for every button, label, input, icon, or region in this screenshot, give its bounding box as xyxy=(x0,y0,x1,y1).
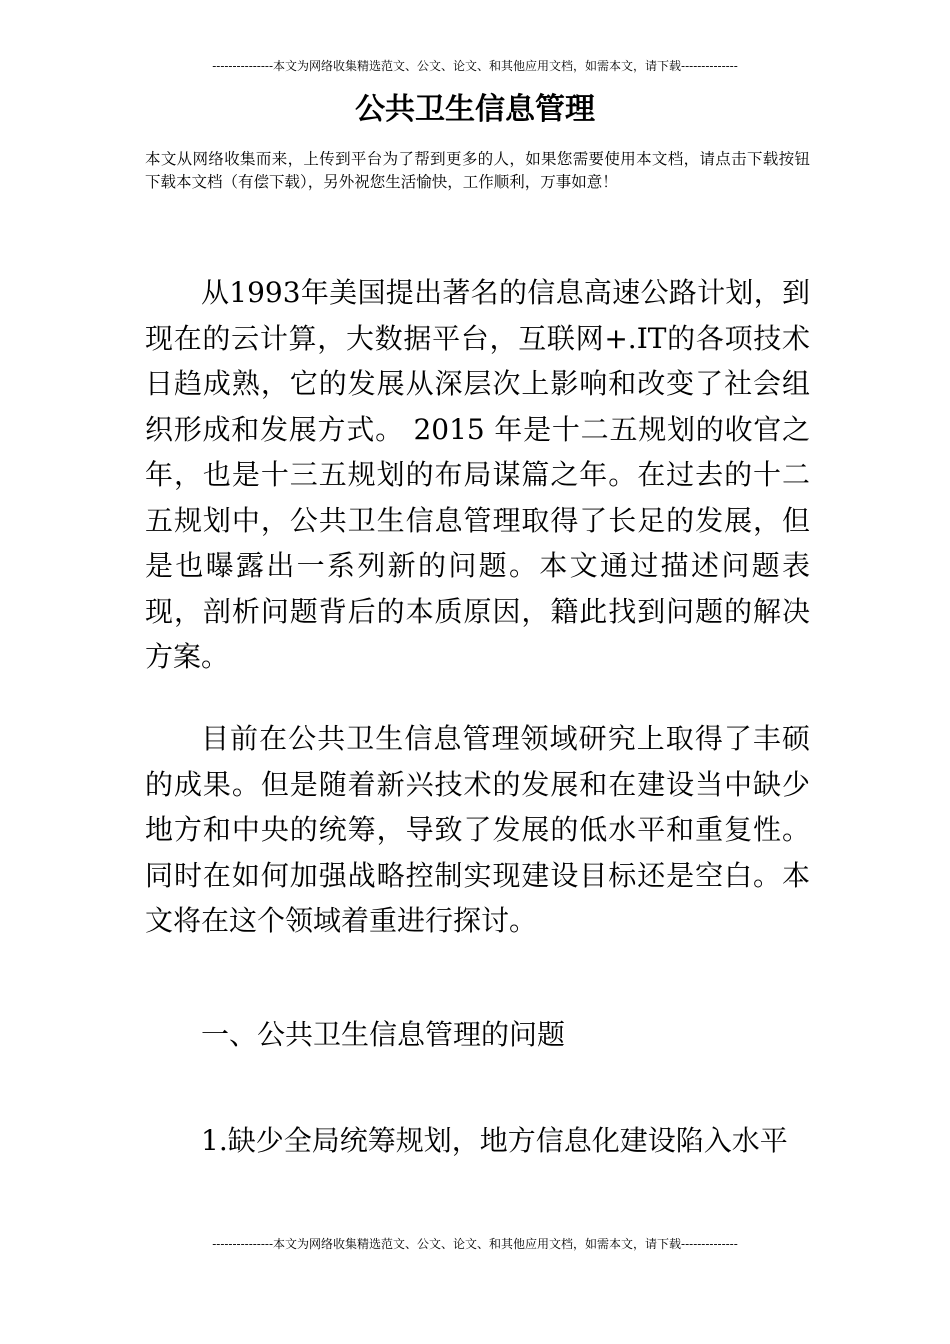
intro-notice: 本文从网络收集而来，上传到平台为了帮到更多的人，如果您需要使用本文档，请点击下载按钮下载本文档（有偿下载），另外祝您生活愉快，工作顺利，万事如意！ xyxy=(145,150,810,191)
page-footer-notice: ---------------本文为网络收集精选范文、公文、论文、和其他应用文档，如需本文，请下载-------------- xyxy=(212,1237,738,1251)
page-header-notice: ---------------本文为网络收集精选范文、公文、论文、和其他应用文档，如需本文，请下载-------------- xyxy=(212,59,738,73)
document-title: 公共卫生信息管理 xyxy=(355,92,595,127)
body-paragraph: 从1993年美国提出著名的信息高速公路计划，到现在的云计算，大数据平台，互联网+.IT的各项技术日趋成熟，它的发展从深层次上影响和改变了社会组织形成和发展方式。 2015 年是十二五规划的收官之年，也是十三五规划的布局谋篇之年。在过去的十二五规划中，公共卫生信息管理取得了长足的发展，但是也曝露出一系列新的问题。本文通过描述问题表现，剖析问题背后的本质原因，籍此找到问题的解决方案。 xyxy=(145,276,810,673)
subsection-heading: 1.缺少全局统筹规划，地方信息化建设陷入水平 xyxy=(201,1124,788,1157)
body-paragraph: 目前在公共卫生信息管理领域研究上取得了丰硕的成果。但是随着新兴技术的发展和在建设当中缺少地方和中央的统筹，导致了发展的低水平和重复性。同时在如何加强战略控制实现建设目标还是空白。本文将在这个领域着重进行探讨。 xyxy=(145,722,810,937)
section-heading: 一、公共卫生信息管理的问题 xyxy=(201,1018,566,1051)
